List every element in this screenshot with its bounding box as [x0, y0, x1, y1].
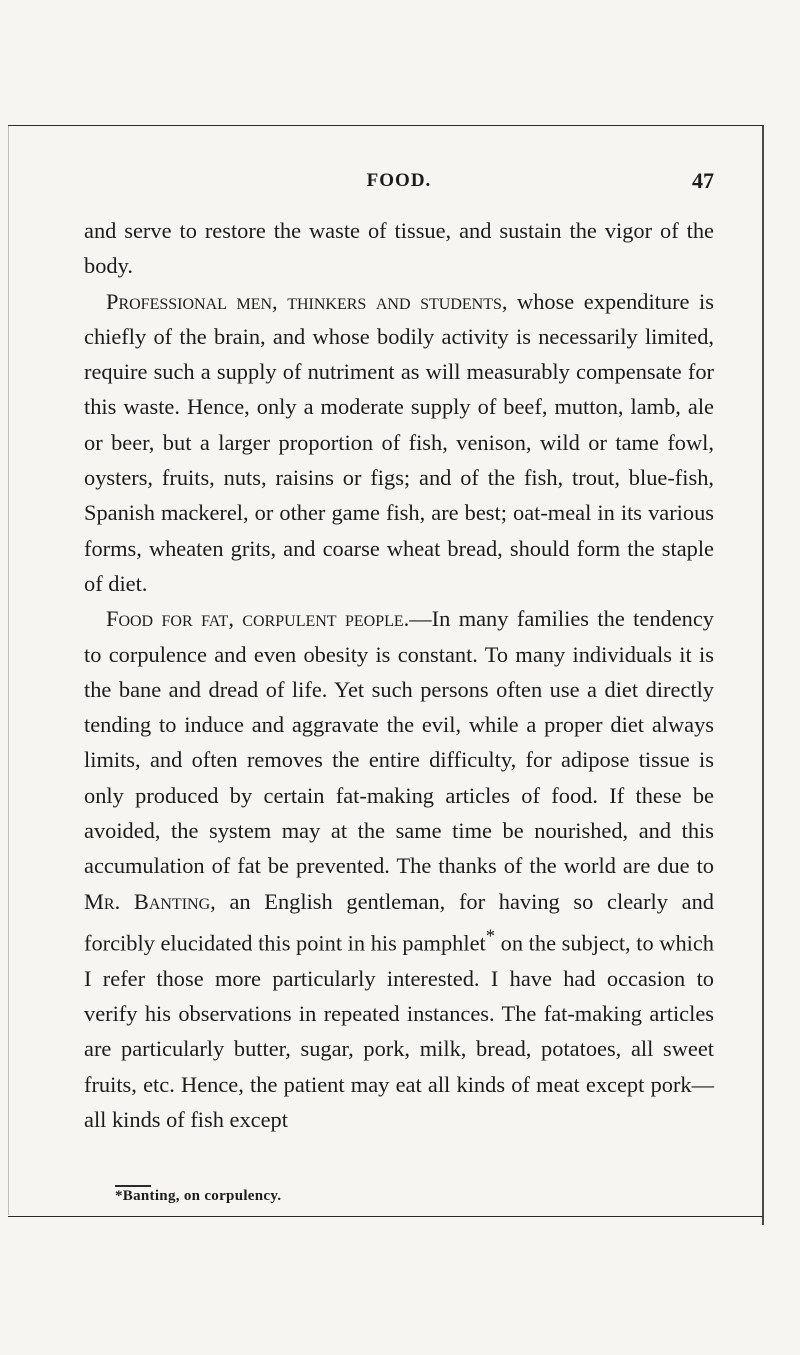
page-number: 47 [692, 168, 714, 193]
footnote-rule [115, 1185, 151, 1187]
paragraph-continuation [84, 213, 714, 284]
paragraph-text: —In many families the tendency to corpulence and even obesity is constant. To many individuals it is the bane and dread of life. Yet such persons often use a diet directly tending to induce and aggravate the evil, while a proper diet always limits, and often removes the entire difficulty, for adipose tissue is only produced by certain fat-making articles of food. If these be avoided, the system may at the same time be nourished, and this accumulation of fat be prevented. The thanks of the world are due to [84, 606, 714, 879]
paragraph-text: and serve to restore the waste of tissue, and sustain the vigor of the body. [84, 218, 714, 279]
footnote-marker: * [485, 925, 496, 947]
page-header [84, 170, 714, 200]
paragraph-text: whose expenditure is chiefly of the brain, and whose bodily activity is necessarily limited, require such a supply of nutriment as will measurably compensate for this waste. Hence, only a moderate supply of beef, mutton, lamb, ale or beer, but a larger proportion of fish, venison, wild or tame fowl, oysters, fruits, nuts, raisins or figs; and of the fish, trout, blue-fish, Spanish mackerel, or other game fish, are best; oat-meal in its various forms, wheaten grits, and coarse wheat bread, should form the staple of diet. [84, 288, 714, 596]
paragraph-text: , an English gentleman, for having so clearly and forcibly elucidated this point in his pamphlet [84, 888, 714, 956]
running-title: FOOD. [366, 170, 432, 191]
body-text [84, 213, 714, 1137]
paragraph-professional-men [84, 284, 714, 602]
paragraph-text: on the subject, to which I refer those more particularly interested. I have had occasion to verify his observations in repeated instances. The fat-making articles are particularly butter, sugar, pork, milk, bread, potatoes, all sweet fruits, etc. Hence, the patient may eat all kinds of meat except pork—all kinds of fish except [84, 930, 714, 1132]
paragraph-corpulent-people [84, 601, 714, 1137]
footnote: *Banting, on corpulency. [115, 1188, 282, 1204]
section-heading-professional: Professional men, thinkers and students, [106, 288, 508, 314]
section-heading-corpulent: Food for fat, corpulent people. [106, 606, 410, 632]
person-name-banting: Mr. Banting [84, 888, 211, 914]
